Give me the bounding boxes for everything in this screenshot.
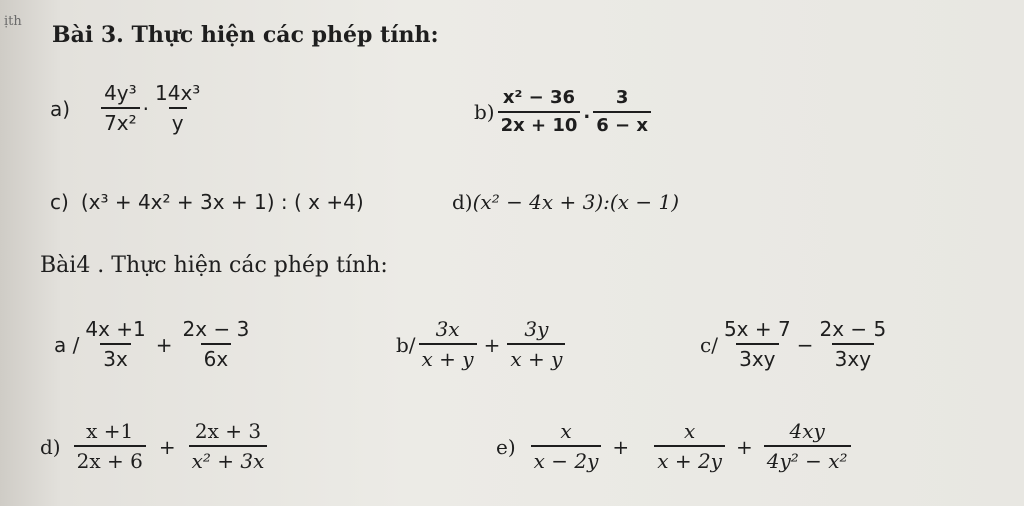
exercise-4a-fraction-1 (82, 318, 148, 371)
fraction-numerator: 3x (435, 317, 460, 341)
operator: + (483, 332, 501, 357)
exercise-4a (54, 318, 255, 371)
fraction-numerator: 2x + 3 (194, 419, 262, 443)
exercise-4d-fraction-2 (189, 420, 268, 473)
fraction-numerator: 5x + 7 (723, 317, 791, 341)
fraction-denominator: x + y (419, 343, 477, 371)
fraction-numerator: x +1 (86, 419, 134, 443)
exercise-4b-fraction-2 (507, 318, 565, 371)
exercise-3c (50, 190, 364, 214)
exercise-3a-fraction-2 (152, 82, 203, 135)
fraction-denominator: 3x (100, 343, 131, 371)
fraction-denominator: 6 − x (593, 111, 651, 137)
exercise-3b-fraction-1 (498, 88, 581, 136)
exercise-4b-fraction-1 (419, 318, 477, 371)
fraction-denominator: 3xy (832, 343, 874, 371)
exercise-4c-label: c/ (700, 332, 718, 357)
fraction-denominator: x + 2y (654, 445, 725, 473)
exercise-3d-expression: (x² − 4x + 3):(x − 1) (472, 190, 680, 214)
exercise-3a-fraction-1 (101, 82, 140, 135)
operator: + (735, 434, 753, 459)
operator: + (612, 434, 630, 459)
fraction-denominator: 3xy (736, 343, 778, 371)
fraction-numerator: x (683, 419, 696, 443)
exercise-3d-label: d) (452, 190, 473, 214)
fraction-numerator: x² − 36 (502, 87, 576, 108)
exercise-4d-fraction-1 (74, 420, 146, 473)
exercise-4e-fraction-3 (764, 420, 851, 473)
exercise-4b-label: b/ (396, 332, 416, 357)
fraction-numerator: 3y (524, 317, 549, 341)
exercise-3c-label: c) (50, 190, 69, 214)
exercise-3d (452, 190, 679, 214)
corner-mark: ịth (4, 14, 22, 29)
fraction-numerator: 4xy (789, 419, 825, 443)
fraction-denominator: x² + 3x (189, 445, 268, 473)
exercise-4c-fraction-2 (816, 318, 889, 371)
exercise-3c-expression: (x³ + 4x² + 3x + 1) : ( x +4) (80, 190, 364, 214)
operator: . (583, 101, 591, 123)
exercise-3b-label: b) (474, 100, 495, 125)
exercise-3a (50, 82, 206, 135)
operator: · (142, 96, 149, 121)
fraction-numerator: 14x³ (155, 81, 201, 105)
fraction-denominator: 7x² (101, 107, 140, 135)
exercise-4e-fraction-1 (531, 420, 602, 473)
fraction-denominator: 2x + 10 (498, 111, 581, 137)
operator: + (158, 434, 176, 459)
exercise-4d (40, 420, 270, 473)
exercise-3b (474, 88, 654, 136)
fraction-denominator: y (169, 107, 187, 135)
fraction-numerator: 4x +1 (85, 317, 146, 341)
fraction-denominator: 4y² − x² (764, 445, 851, 473)
exercise-4c-fraction-1 (721, 318, 794, 371)
operator: − (796, 332, 814, 357)
fraction-numerator: 4y³ (104, 81, 137, 105)
exercise-3b-fraction-2 (593, 88, 651, 136)
exercise-4a-label: a / (54, 332, 80, 357)
fraction-numerator: 3 (615, 87, 629, 108)
exercise-4e-label: e) (496, 434, 516, 459)
exercise-4-title: Bài4 . Thực hiện các phép tính: (40, 253, 388, 278)
fraction-denominator: x − 2y (531, 445, 602, 473)
fraction-numerator: 2x − 5 (819, 317, 887, 341)
fraction-denominator: 6x (201, 343, 232, 371)
operator: + (155, 332, 173, 357)
exercise-4e (496, 420, 854, 473)
fraction-denominator: 2x + 6 (74, 445, 146, 473)
exercise-4e-fraction-2 (654, 420, 725, 473)
exercise-3-title: Bài 3. Thực hiện các phép tính: (52, 22, 439, 48)
exercise-4d-label: d) (40, 434, 61, 459)
exercise-4b (396, 318, 568, 371)
fraction-denominator: x + y (507, 343, 565, 371)
exercise-3a-label: a) (50, 96, 71, 121)
exercise-4a-fraction-2 (180, 318, 253, 371)
exercise-4c (700, 318, 892, 371)
fraction-numerator: 2x − 3 (182, 317, 250, 341)
fraction-numerator: x (560, 419, 572, 443)
